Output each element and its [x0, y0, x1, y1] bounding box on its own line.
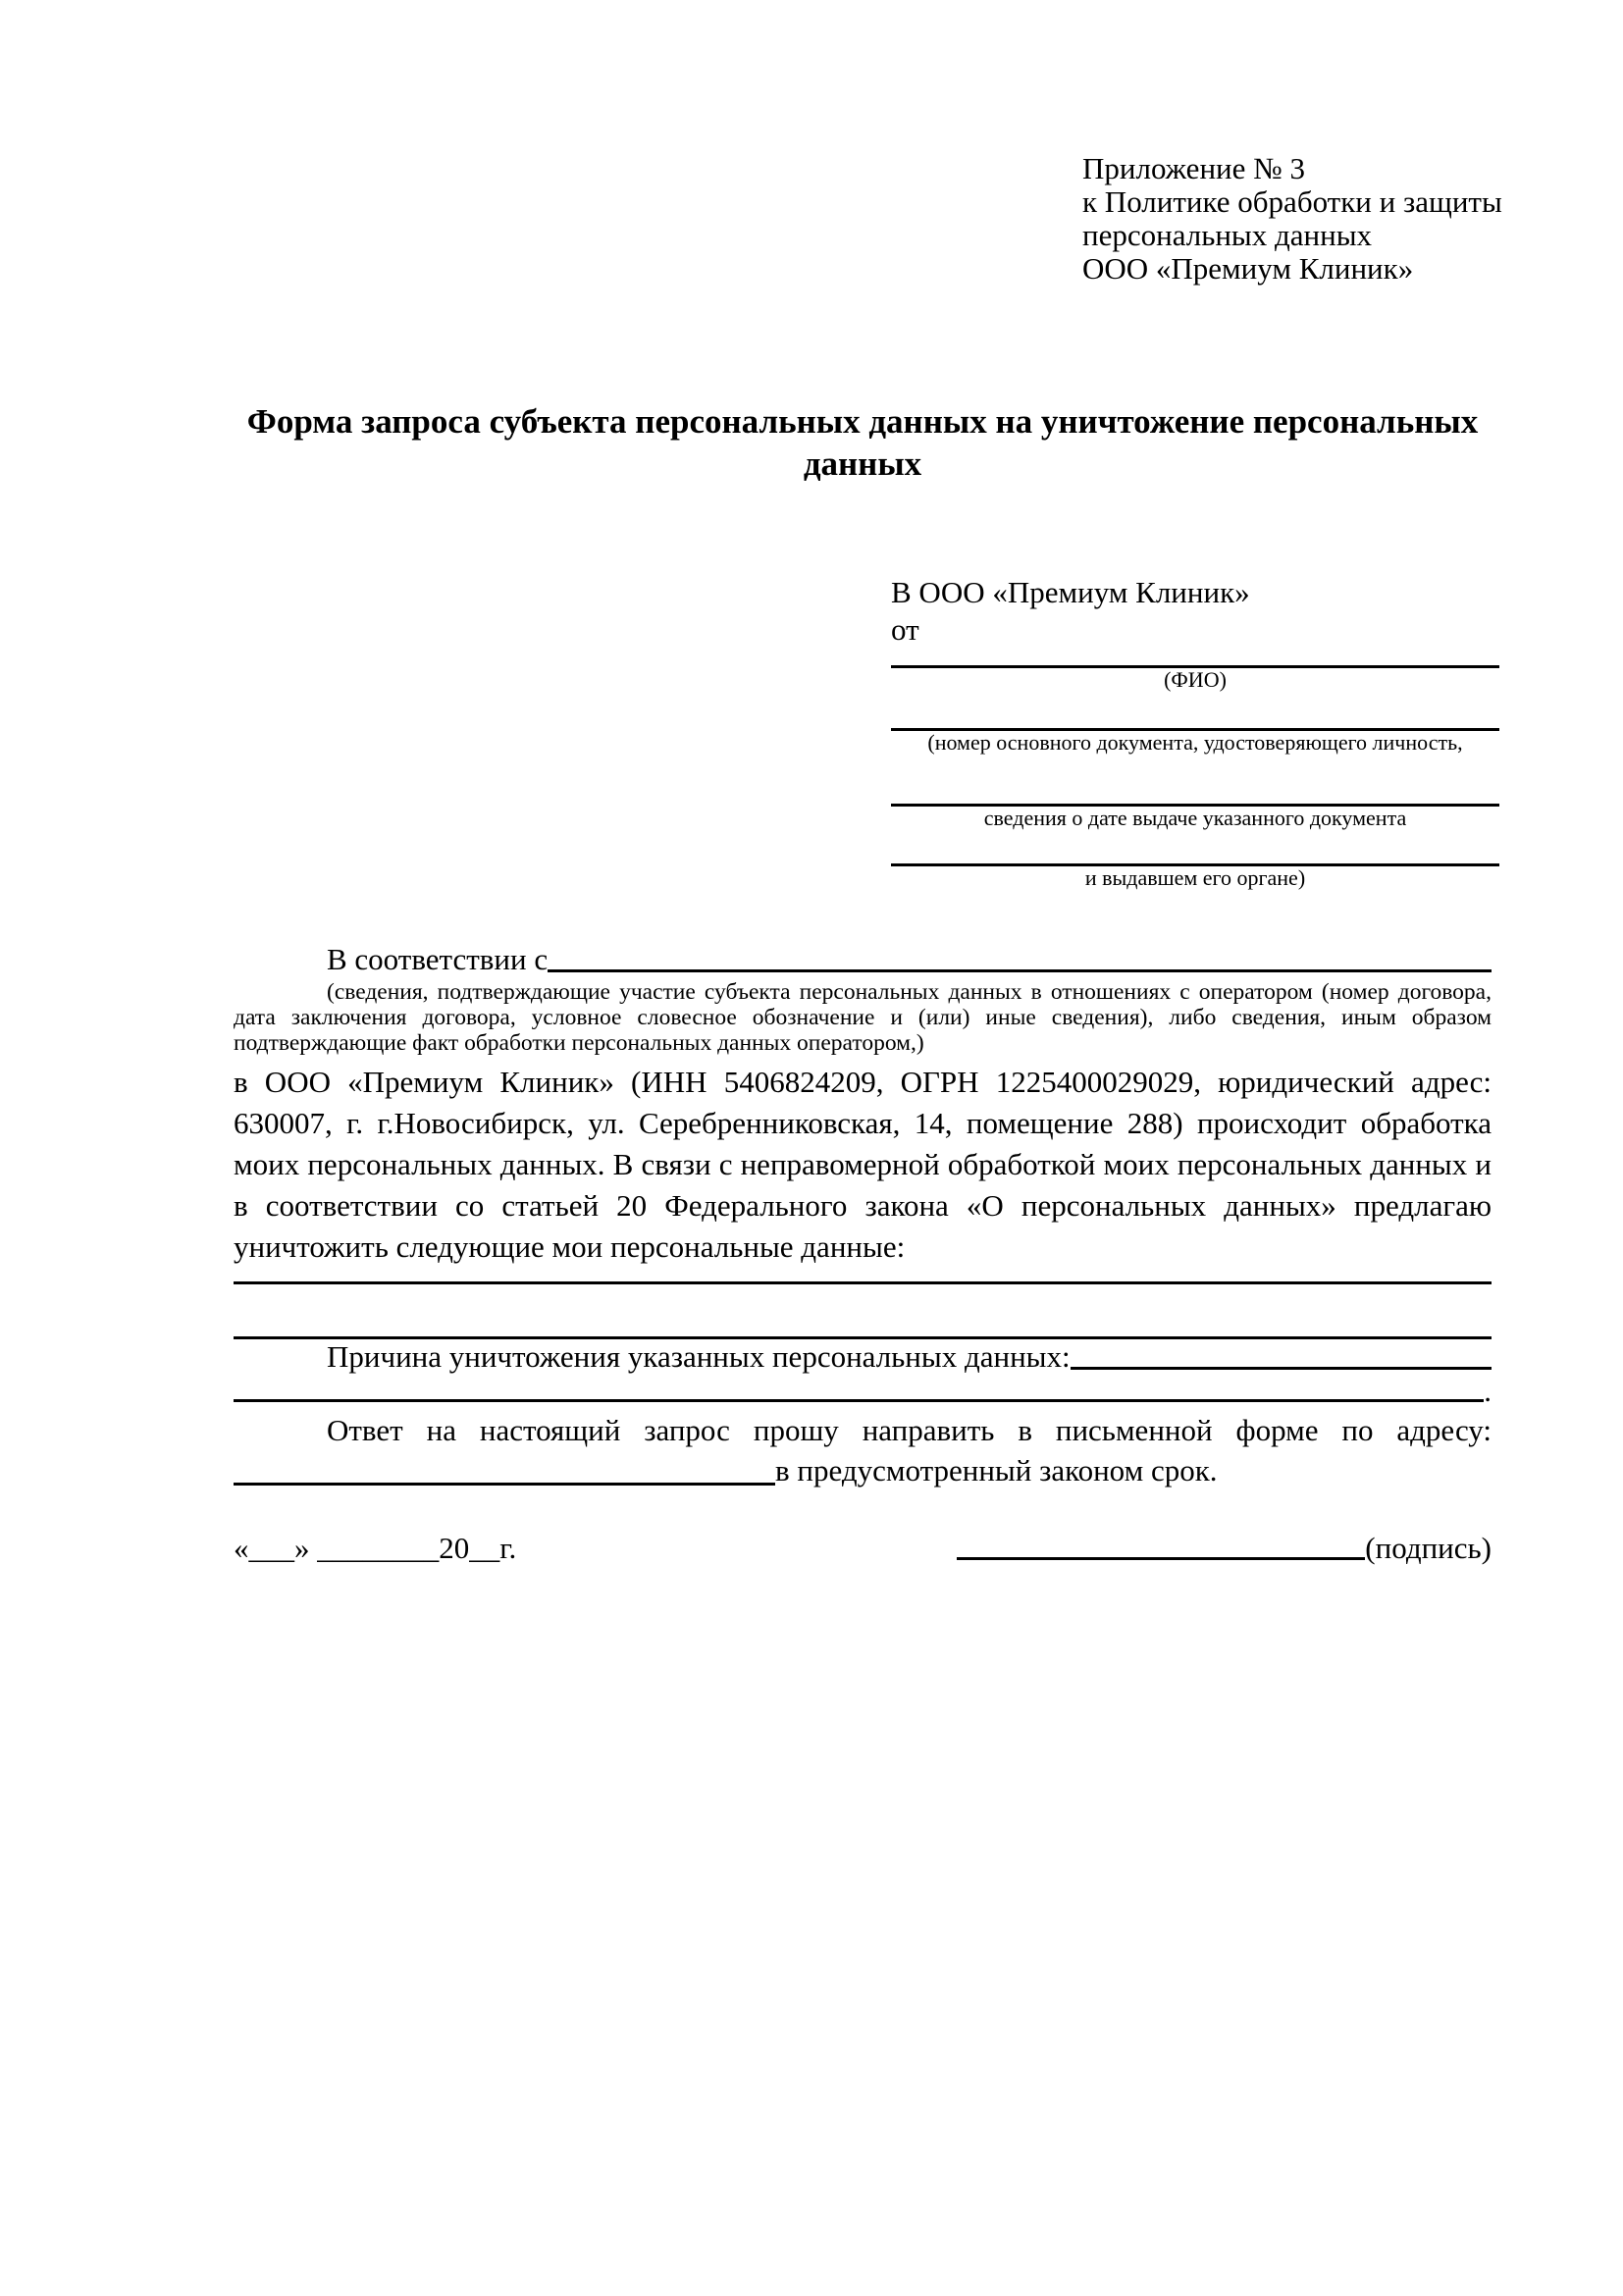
fio-blank-line	[891, 649, 1499, 668]
date-template: «___» ________20__г.	[234, 1531, 517, 1565]
annex-reference-line: ООО «Премиум Клиник»	[1082, 251, 1414, 286]
fine-print-note: (сведения, подтверждающие участие субъекта персональных данных в отношениях с оператором (номер договора, дата заключения договора, условное словесное обозначение и (или) иные сведения), либо сведения, иным образом подтверждающие факт обработки персональных данных оператором,)	[234, 979, 1492, 1056]
doc-date-blank-line	[891, 755, 1499, 807]
fio-caption: (ФИО)	[1164, 667, 1227, 692]
personal-data-blank-line-1	[234, 1268, 1492, 1284]
accordance-clause-row	[234, 944, 1492, 977]
doc-number-blank-line	[891, 692, 1499, 731]
reason-blank-line	[1071, 1367, 1492, 1370]
annex-reference-block	[1082, 152, 1502, 286]
addressee-to: В ООО «Премиум Клиник»	[891, 575, 1250, 609]
personal-data-blank-line-2	[234, 1284, 1492, 1339]
body-block	[234, 944, 1492, 1490]
reason-label: Причина уничтожения указанных персональных данных:	[327, 1339, 1071, 1374]
signature-area	[957, 1531, 1492, 1566]
reason-period: .	[1484, 1374, 1492, 1408]
accordance-label: В соответствии с	[327, 942, 549, 976]
addressee-from-label: от	[891, 612, 919, 647]
reason-continuation-row	[234, 1375, 1492, 1407]
signature-line	[957, 1557, 1365, 1560]
doc-issuer-blank-line	[891, 830, 1499, 866]
response-address-row	[234, 1451, 1492, 1490]
addressee-block	[891, 574, 1499, 890]
response-paragraph: Ответ на настоящий запрос прошу направить в письменной форме по адресу:	[327, 1413, 1492, 1447]
address-blank-line	[234, 1483, 775, 1486]
document-title: Форма запроса субъекта персональных данных на уничтожение персональных данных	[246, 402, 1479, 483]
doc-number-caption: (номер основного документа, удостоверяющего личность,	[927, 730, 1463, 755]
annex-reference-line: персональных данных	[1082, 218, 1373, 252]
doc-date-caption: сведения о дате выдаче указанного документа	[983, 806, 1407, 830]
date-signature-row	[234, 1527, 1492, 1566]
reason-continuation-line	[234, 1399, 1484, 1402]
annex-reference-line: Приложение № 3	[1082, 151, 1305, 185]
accordance-blank-line	[548, 969, 1492, 972]
doc-issuer-caption: и выдавшем его органе)	[1084, 865, 1306, 890]
signature-caption: (подпись)	[1365, 1531, 1492, 1565]
main-paragraph: в ООО «Премиум Клиник» (ИНН 5406824209, ОГРН 1225400029029, юридический адрес: 630007, г. г.Новосибирск, ул. Серебренниковская, 14, помещение 288) происходит обработка моих персональных данных. В связи с неправомерной обработкой моих персональных данных и в соответствии со статьей 20 Федерального закона «О персональных данных» предлагаю уничтожить следующие мои персональные данные:	[234, 1065, 1492, 1264]
reason-row	[234, 1339, 1492, 1375]
annex-reference-line: к Политике обработки и защиты	[1082, 184, 1502, 219]
response-tail: в предусмотренный законом срок.	[775, 1453, 1218, 1487]
